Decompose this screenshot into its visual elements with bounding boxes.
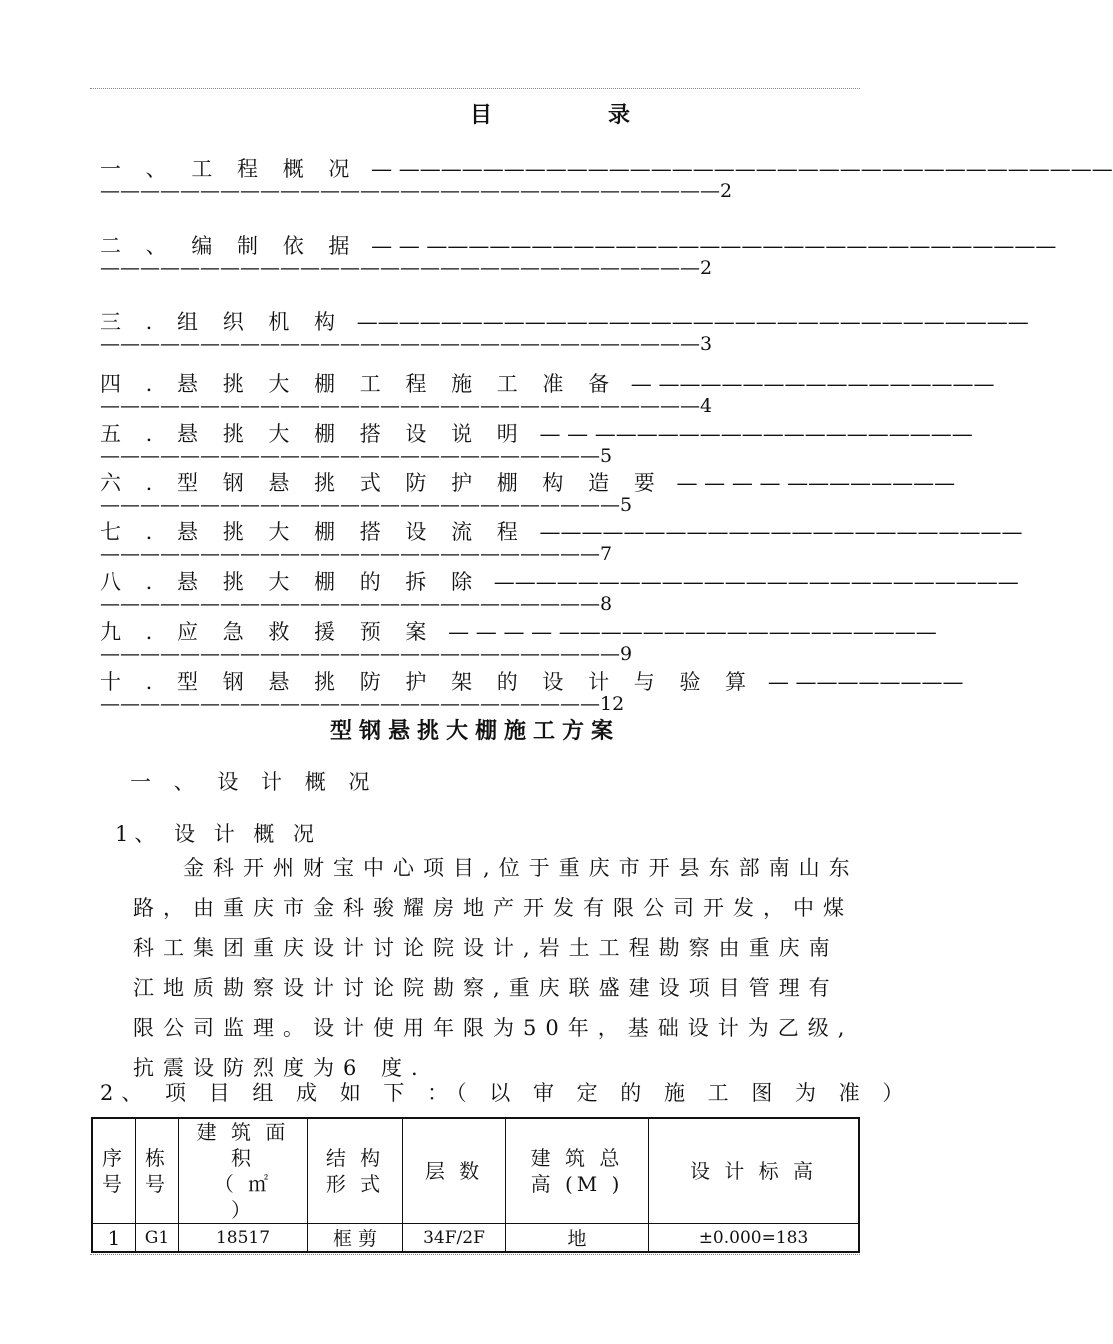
- header-cell: 结 构 形 式: [308, 1118, 403, 1224]
- toc-leader-cont: —————————————————————————: [100, 443, 600, 467]
- toc-item-continuation: [100, 591, 612, 615]
- toc-item-label: 六 . 型 钢 悬 挑 式 防 护 棚 构 造 要: [100, 471, 664, 495]
- body-paragraph: 金科开州财宝中心项目,位于重庆市开县东部南山东路，由重庆市金科骏耀房地产开发有限公司开发，中煤科工集团重庆设计讨论院设计,岩土工程勘察由重庆南江地质勘察设计讨论院勘察,重庆联盛建设项目管理有限公司监理。设计使用年限为50年，基础设计为乙级,抗震设防烈度为6 度.: [133, 856, 859, 1080]
- toc-page-number: 2: [700, 257, 713, 279]
- toc-item-continuation: [100, 178, 732, 202]
- toc-item-leader: — — ——————————————————: [539, 422, 973, 446]
- header-cell: 层 数: [403, 1118, 506, 1224]
- toc-title: [470, 98, 630, 129]
- toc-item-label: 二 、 编 制 依 据: [100, 234, 359, 258]
- toc-item-leader: —————————————————————————: [493, 570, 1019, 594]
- toc-leader-cont: —————————————————————————: [100, 541, 600, 565]
- toc-item-continuation: [100, 331, 712, 355]
- toc-page-number: 12: [600, 693, 625, 715]
- toc-leader-cont: ———————————————————————————————: [100, 178, 720, 202]
- toc-item-continuation: [100, 691, 624, 715]
- toc-item-leader: — ————————————————: [630, 372, 995, 396]
- toc-leader-cont: ——————————————————————————————: [100, 393, 700, 417]
- toc-item-label: 九 . 应 急 救 援 预 案: [100, 620, 436, 644]
- toc-page-number: 4: [700, 395, 713, 417]
- table-row: [92, 1224, 859, 1253]
- toc-item-leader: — — — — ——————————————————: [448, 620, 937, 644]
- table-cell: 34F/2F: [403, 1224, 506, 1253]
- bottom-rule: [90, 1254, 860, 1255]
- toc-page-number: 3: [700, 333, 713, 355]
- toc-page-number: 5: [600, 445, 613, 467]
- toc-title-left: 目: [470, 102, 493, 128]
- header-cell: 建 筑 面 积 （ ㎡ ）: [179, 1118, 308, 1224]
- toc-item-label: 八 . 悬 挑 大 棚 的 拆 除: [100, 570, 482, 594]
- toc-item-continuation: [100, 641, 632, 665]
- toc-page-number: 7: [600, 543, 613, 565]
- toc-item-leader: — ————————: [767, 670, 964, 694]
- toc-item-leader: — — — — ————————: [676, 471, 956, 495]
- toc-item-continuation: [100, 393, 712, 417]
- toc-item-leader: — ——————————————————————————————————: [371, 157, 1113, 181]
- project-table: [91, 1117, 860, 1253]
- toc-item-continuation: [100, 443, 612, 467]
- toc-item-continuation: [100, 492, 632, 516]
- toc-page-number: 2: [720, 180, 733, 202]
- toc-item-continuation: [100, 541, 612, 565]
- table-cell: 18517: [179, 1224, 308, 1253]
- toc-leader-cont: ——————————————————————————————: [100, 255, 700, 279]
- toc-title-right: 录: [607, 102, 630, 128]
- toc-item-leader: ———————————————————————: [539, 520, 1023, 544]
- header-cell: 设 计 标 高: [649, 1118, 860, 1224]
- toc-leader-cont: ——————————————————————————————: [100, 331, 700, 355]
- toc-item-label: 七 . 悬 挑 大 棚 搭 设 流 程: [100, 520, 527, 544]
- toc-item-label: 三 . 组 织 机 构: [100, 310, 345, 334]
- toc-item-label: 一 、 工 程 概 况: [100, 157, 359, 181]
- toc-item-label: 四 . 悬 挑 大 棚 工 程 施 工 准 备: [100, 372, 619, 396]
- subsection-heading: 1、 设 计 概 况: [115, 822, 321, 846]
- toc-leader-cont: —————————————————————————: [100, 691, 600, 715]
- header-cell: 建 筑 总 高 (M ): [506, 1118, 649, 1224]
- document-title: 型钢悬挑大棚施工方案: [329, 718, 620, 744]
- top-rule: [90, 88, 860, 89]
- toc-page-number: 5: [620, 494, 633, 516]
- subsection-heading-2: 2、 项 目 组 成 如 下 ：（ 以 审 定 的 施 工 图 为 准 ）: [100, 1081, 912, 1105]
- toc-item-leader: — — ——————————————————————————————: [371, 234, 1057, 258]
- toc-page-number: 8: [600, 593, 613, 615]
- table-header-row: [92, 1118, 859, 1224]
- table-cell: G1: [136, 1224, 179, 1253]
- table-cell: 地: [506, 1224, 649, 1253]
- toc-item-continuation: [100, 255, 712, 279]
- toc-page-number: 9: [620, 643, 633, 665]
- toc-item-label: 五 . 悬 挑 大 棚 搭 设 说 明: [100, 422, 527, 446]
- header-cell: 序 号: [92, 1118, 136, 1224]
- toc-leader-cont: ——————————————————————————: [100, 492, 620, 516]
- header-cell: 栋 号: [136, 1118, 179, 1224]
- table-cell: ±0.000=183: [649, 1224, 860, 1253]
- toc-item-leader: ————————————————————————————————: [356, 310, 1029, 334]
- toc-leader-cont: ——————————————————————————: [100, 641, 620, 665]
- table-cell: 框 剪: [308, 1224, 403, 1253]
- toc-item-label: 十 . 型 钢 悬 挑 防 护 架 的 设 计 与 验 算: [100, 670, 756, 694]
- toc-leader-cont: —————————————————————————: [100, 591, 600, 615]
- table-cell: 1: [92, 1224, 136, 1253]
- section-heading: 一 、 设 计 概 况: [130, 770, 378, 794]
